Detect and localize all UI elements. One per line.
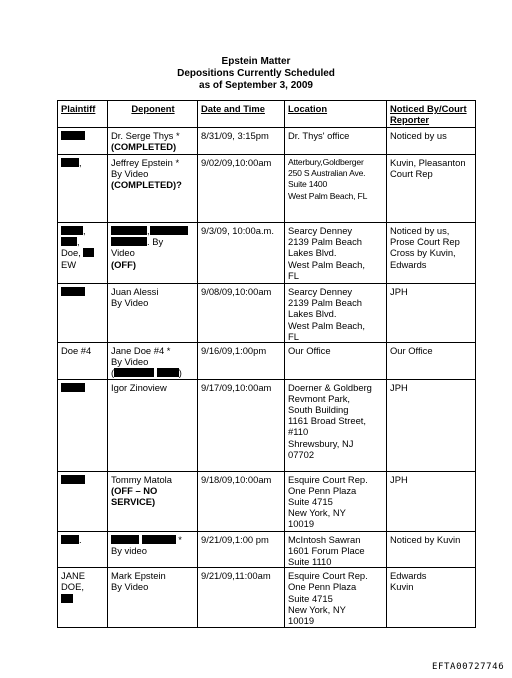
redaction-block <box>61 535 79 544</box>
noticed-by-cell: Kuvin, Pleasanton Court Rep <box>387 155 476 223</box>
location-cell: Our Office <box>285 343 387 380</box>
redaction-block <box>61 131 85 140</box>
col-header-deponent: Deponent <box>108 101 198 128</box>
noticed-by-cell: Noticed by Kuvin <box>387 531 476 568</box>
plaintiff-cell <box>58 471 108 531</box>
deponent-cell: Jeffrey Epstein * By Video (COMPLETED)? <box>108 155 198 223</box>
col-header-date-time: Date and Time <box>198 101 285 128</box>
redaction-block <box>61 475 85 484</box>
noticed-by-cell: Our Office <box>387 343 476 380</box>
plaintiff-cell <box>58 379 108 471</box>
plaintiff-cell <box>58 128 108 155</box>
redaction-block <box>157 368 179 377</box>
table-row <box>58 343 476 380</box>
table-row <box>58 568 476 628</box>
col-header-location: Location <box>285 101 387 128</box>
noticed-by-cell: JPH <box>387 379 476 471</box>
date-time-cell: 9/21/09,11:00am <box>198 568 285 628</box>
date-time-cell: 9/21/09,1:00 pm <box>198 531 285 568</box>
redaction-block <box>114 368 154 377</box>
redaction-block <box>142 535 176 544</box>
location-cell: McIntosh Sawran 1601 Forum Place Suite 1110 <box>285 531 387 568</box>
redaction-block <box>111 535 139 544</box>
table-row <box>58 128 476 155</box>
plaintiff-cell: , <box>58 155 108 223</box>
noticed-by-cell: Edwards Kuvin <box>387 568 476 628</box>
redaction-block <box>83 248 94 257</box>
title-line-1: Epstein Matter <box>221 56 291 67</box>
deponent-cell: , . By Video (OFF) <box>108 223 198 284</box>
table-row <box>58 223 476 284</box>
redaction-block <box>61 237 77 246</box>
redaction-block <box>111 237 147 246</box>
document-footer-id: EFTA00727746 <box>432 662 505 672</box>
location-cell: Doerner & Goldberg Revmont Park, South Building 1161 Broad Street, #110 Shrewsbury, NJ 07702 <box>285 379 387 471</box>
title-line-2: Depositions Currently Scheduled <box>177 68 335 79</box>
date-time-cell: 9/3/09, 10:00a.m. <box>198 223 285 284</box>
table-row <box>58 531 476 568</box>
deponent-cell: Igor Zinoview <box>108 379 198 471</box>
redaction-block <box>150 226 188 235</box>
title-line-3: as of September 3, 2009 <box>199 80 313 91</box>
noticed-by-cell: JPH <box>387 471 476 531</box>
table-row <box>58 155 476 223</box>
location-cell: Dr. Thys' office <box>285 128 387 155</box>
date-time-cell: 9/08/09,10:00am <box>198 284 285 343</box>
table-row <box>58 379 476 471</box>
date-time-cell: 9/02/09,10:00am <box>198 155 285 223</box>
location-cell: Esquire Court Rep. One Penn Plaza Suite 4715 New York, NY 10019 <box>285 568 387 628</box>
deponent-cell: Juan Alessi By Video <box>108 284 198 343</box>
location-cell: Atterbury,Goldberger 250 S Australian Ave. Suite 1400 West Palm Beach, FL <box>285 155 387 223</box>
noticed-by-cell: JPH <box>387 284 476 343</box>
date-time-cell: 9/17/09,10:00am <box>198 379 285 471</box>
col-header-plaintiff: Plaintiff <box>58 101 108 128</box>
redaction-block <box>61 158 79 167</box>
location-cell: Searcy Denney 2139 Palm Beach Lakes Blvd. West Palm Beach, FL <box>285 223 387 284</box>
date-time-cell: 9/18/09,10:00am <box>198 471 285 531</box>
plaintiff-cell: . <box>58 531 108 568</box>
redaction-block <box>111 226 147 235</box>
redaction-block <box>61 226 83 235</box>
date-time-cell: 8/31/09, 3:15pm <box>198 128 285 155</box>
deponent-cell: Mark Epstein By Video <box>108 568 198 628</box>
plaintiff-cell: Doe #4 <box>58 343 108 380</box>
table-row <box>58 471 476 531</box>
location-cell: Esquire Court Rep. One Penn Plaza Suite 4715 New York, NY 10019 <box>285 471 387 531</box>
redaction-block <box>61 383 85 392</box>
deponent-cell: * By video <box>108 531 198 568</box>
date-time-cell: 9/16/09,1:00pm <box>198 343 285 380</box>
plaintiff-cell <box>58 284 108 343</box>
document-title <box>0 56 512 92</box>
noticed-by-cell: Noticed by us <box>387 128 476 155</box>
table-header-row <box>58 101 476 128</box>
deponent-cell: Jane Doe #4 * By Video ( ) <box>108 343 198 380</box>
depositions-table <box>57 100 476 628</box>
plaintiff-cell: , , Doe, EW <box>58 223 108 284</box>
deponent-cell: Dr. Serge Thys * (COMPLETED) <box>108 128 198 155</box>
plaintiff-cell: JANE DOE, <box>58 568 108 628</box>
noticed-by-cell: Noticed by us, Prose Court Rep Cross by Kuvin, Edwards <box>387 223 476 284</box>
location-cell: Searcy Denney 2139 Palm Beach Lakes Blvd. West Palm Beach, FL <box>285 284 387 343</box>
col-header-noticed-by: Noticed By/Court Reporter <box>387 101 476 128</box>
table-row <box>58 284 476 343</box>
deponent-cell: Tommy Matola (OFF – NO SERVICE) <box>108 471 198 531</box>
redaction-block <box>61 594 73 603</box>
redaction-block <box>61 287 85 296</box>
